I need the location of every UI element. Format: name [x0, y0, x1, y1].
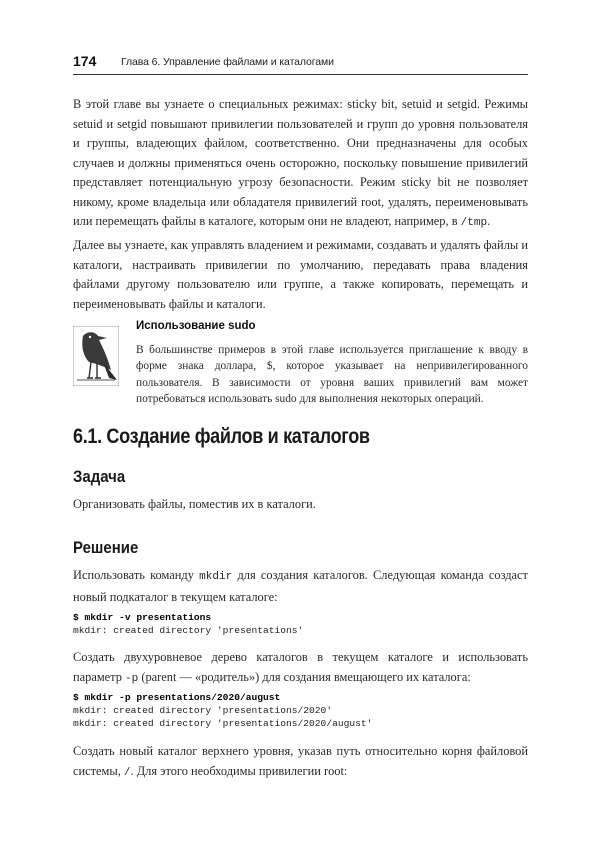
solution-heading: Решение — [73, 538, 139, 557]
inline-code-tmp: /tmp — [460, 217, 488, 229]
solution-paragraph-3-before: Создать новый каталог верхнего уровня, указав путь относительно корня файловой системы, — [73, 744, 528, 778]
inline-code-mkdir: mkdir — [199, 571, 233, 583]
solution-paragraph-1-after: для создания каталогов. Следующая команда создаст новый подкаталог в текущем каталоге: — [73, 568, 528, 604]
code-block-2 — [73, 691, 372, 730]
task-heading: Задача — [73, 467, 126, 486]
page-number: 174 — [73, 53, 97, 69]
intro-paragraph-1-end: . — [487, 214, 491, 228]
note-box — [73, 318, 528, 406]
solution-paragraph-2-after: (parent — «родитель») для создания вмещающего их каталога: — [141, 669, 471, 684]
code-command: $ mkdir -p presentations/2020/august — [73, 692, 281, 703]
running-header — [73, 52, 528, 75]
code-command: $ mkdir -v presentations — [73, 612, 212, 623]
solution-paragraph-1 — [73, 566, 528, 607]
solution-paragraph-1-before: Использовать команду — [73, 568, 194, 582]
solution-paragraph-3-after: . Для этого необходимы привилегии root: — [130, 763, 348, 778]
intro-paragraph-1-text: В этой главе вы узнаете о специальных режимах: sticky bit, setuid и setgid. Режимы setuid и setgid повышают привилегии пользователей и групп до уровня пользователя и группы, владеющих файлом, соответственно. Они предназначены для особых случаев и должны применяться очень осторожно, поскольку повышение привилегий представляет потенциальную угрозу безопасности. Режим sticky bit не позволяет никому, кроме владельца или обладателя привилегий root, удалять, переименовывать или перемещать файлы в каталоге, которым они не владеют, например, в — [73, 97, 528, 228]
code-output-line: mkdir: created directory 'presentations' — [73, 625, 304, 636]
inline-code-root: / — [123, 766, 131, 779]
code-output-line: mkdir: created directory 'presentations/2020' — [73, 705, 333, 716]
intro-paragraph-1 — [73, 95, 528, 234]
crow-bird-icon — [73, 326, 119, 386]
solution-paragraph-2-before: Создать двухуровневое дерево каталогов в текущем каталоге и использовать параметр — [73, 650, 528, 684]
section-heading: 6.1. Создание файлов и каталогов — [73, 425, 370, 448]
note-body: В большинстве примеров в этой главе используется приглашение к вводу в форме знака доллара, $, которое указывает на непривилегированного пользователя. В зависимости от уровня ваших привилегий вам может потребоваться использовать sudo для выполнения некоторых операций. — [136, 344, 528, 406]
code-output-line: mkdir: created directory 'presentations/2020/august' — [73, 718, 373, 729]
intro-paragraph-2: Далее вы узнаете, как управлять владением и режимами, создавать и удалять файлы и каталоги, настраивать привилегии по умолчанию, передавать права владения файлами другому пользователю или группе, а также копировать, перемещать и переименовывать файлы и каталоги. — [73, 238, 528, 311]
inline-code-p: -p — [125, 672, 139, 685]
note-title: Использование sudo — [136, 320, 256, 332]
code-block-1 — [73, 611, 303, 637]
task-text: Организовать файлы, поместив их в каталоги. — [73, 497, 316, 511]
solution-paragraph-2 — [73, 648, 528, 689]
solution-paragraph-3 — [73, 742, 528, 783]
chapter-title: Глава 6. Управление файлами и каталогами — [121, 56, 334, 68]
